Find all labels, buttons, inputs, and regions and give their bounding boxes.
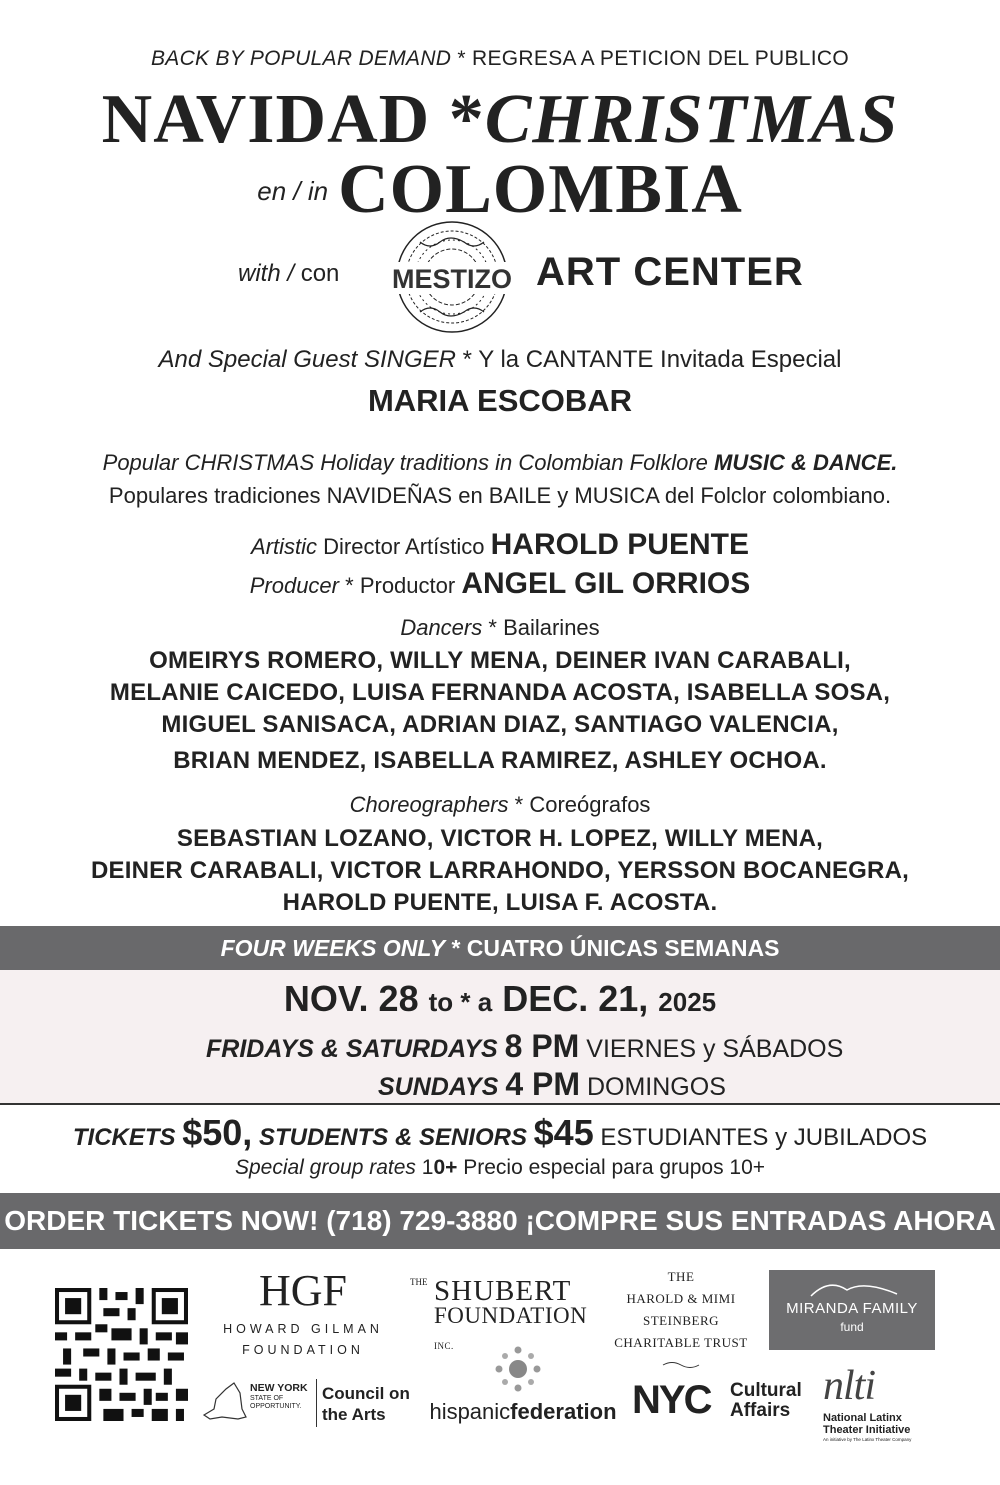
nysca-state-of: STATE OF <box>250 1395 284 1402</box>
run-banner-separator: * <box>451 935 461 961</box>
producer-line <box>0 567 1000 601</box>
producer-separator: * <box>345 573 354 598</box>
guest-name: MARIA ESCOBAR <box>367 383 633 418</box>
mestizo-logo-text: MESTIZO <box>392 264 512 294</box>
hispanic-federation-dots-icon <box>488 1344 548 1394</box>
director-name: HAROLD PUENTE <box>490 528 749 561</box>
choreographers-label-es: Coreógrafos <box>529 792 651 817</box>
director-label-es: Director Artístico <box>323 534 485 559</box>
dancers-label-es: Bailarines <box>503 615 600 640</box>
steinberg-line: CHARITABLE TRUST <box>614 1335 748 1350</box>
company-name: ART CENTER <box>536 250 804 294</box>
steinberg-line: HAROLD & MIMI <box>626 1291 736 1306</box>
run-banner <box>0 926 1000 970</box>
title-christmas: CHRISTMAS <box>484 81 899 158</box>
fri-sat-en: FRIDAYS & SATURDAYS <box>206 1035 498 1063</box>
ticket-prices <box>0 1112 1000 1154</box>
nysca-ny: NEW YORK <box>250 1382 308 1394</box>
with-con <box>238 260 339 288</box>
guest-line-en: And Special Guest SINGER <box>158 346 456 373</box>
gilman-monogram: HGF <box>258 1266 348 1315</box>
run-dates <box>0 978 1000 1020</box>
dancers-label-en: Dancers <box>400 615 483 640</box>
steinberg-trust-logo <box>606 1266 756 1376</box>
tagline-separator: * <box>457 47 466 70</box>
with-es: con <box>300 260 340 287</box>
ticket-price: $50, <box>182 1112 253 1153</box>
choreographers-heading <box>0 792 1000 818</box>
hispanic-federation-name <box>418 1399 628 1425</box>
sunday-schedule <box>378 1066 726 1103</box>
nysca-council-line-2: the Arts <box>322 1405 386 1424</box>
group-rates-en: Special group rates <box>234 1156 416 1179</box>
dancers-line: MIGUEL SANISACA, ADRIAN DIAZ, SANTIAGO VALENCIA, <box>161 711 839 738</box>
tagline <box>0 47 1000 71</box>
company-row <box>0 220 1000 335</box>
nyc-affairs: Affairs <box>730 1400 791 1421</box>
shubert-the: THE <box>410 1277 428 1287</box>
miranda-fund: fund <box>840 1320 864 1334</box>
group-rates <box>0 1156 1000 1180</box>
guest-line <box>0 346 1000 374</box>
shubert-inc: INC. <box>434 1341 454 1351</box>
choreographers-line: SEBASTIAN LOZANO, VICTOR H. LOPEZ, WILLY MENA, <box>176 825 824 852</box>
director-label-en: Artistic <box>251 534 318 559</box>
run-banner-en: FOUR WEEKS ONLY <box>220 935 446 961</box>
nysca-logo <box>200 1375 420 1435</box>
dancers-line: BRIAN MENDEZ, ISABELLA RAMIREZ, ASHLEY OCHOA. <box>173 747 827 774</box>
sunday-en: SUNDAYS <box>378 1073 499 1101</box>
students-es: ESTUDIANTES y JUBILADOS <box>600 1124 928 1151</box>
nyc-cultural-affairs-logo <box>632 1380 812 1425</box>
steinberg-line: THE <box>667 1269 695 1284</box>
description-en-lead: Popular CHRISTMAS Holiday traditions in Colombian Folklore <box>102 450 708 475</box>
title-colombia: COLOMBIA <box>338 151 743 228</box>
group-rates-es: Precio especial para grupos 10+ <box>463 1156 766 1179</box>
miranda-family-fund-logo <box>769 1270 935 1350</box>
producer-label-es: Productor <box>359 573 456 598</box>
miranda-name: MIRANDA FAMILY <box>786 1300 918 1317</box>
sunday-time: 4 PM <box>505 1066 581 1102</box>
shubert-line-1: SHUBERT <box>434 1275 572 1307</box>
nysca-opportunity: OPPORTUNITY. <box>250 1403 302 1410</box>
date-start: NOV. 28 <box>283 978 419 1019</box>
nysca-council <box>322 1383 410 1425</box>
dancers-line: OMEIRYS ROMERO, WILLY MENA, DEINER IVAN CARABALI, <box>149 647 851 674</box>
title-en-in: en / in <box>257 176 329 206</box>
tagline-es: REGRESA A PETICION DEL PUBLICO <box>472 47 850 70</box>
date-to: to * a <box>428 987 493 1017</box>
nlti-mark: nlti <box>823 1363 876 1409</box>
schedule-block <box>0 970 1000 1103</box>
choreographers-line: HAROLD PUENTE, LUISA F. ACOSTA. <box>282 889 718 916</box>
student-price: $45 <box>533 1112 594 1153</box>
fri-sat-schedule <box>206 1028 843 1065</box>
group-rates-num-bold: 0+ <box>433 1156 458 1179</box>
producer-name: ANGEL GIL ORRIOS <box>461 567 751 600</box>
nlti-name <box>823 1412 910 1436</box>
description-es: Populares tradiciones NAVIDEÑAS en BAILE y MUSICA del Folclor colombiano. <box>108 483 892 508</box>
nlti-name-line-2: Theater Initiative <box>823 1424 911 1436</box>
group-rates-num <box>422 1156 458 1179</box>
nyc-cultural: Cultural <box>730 1380 802 1401</box>
choreographers-line: DEINER CARABALI, VICTOR LARRAHONDO, YERSSON BOCANEGRA, <box>91 857 909 884</box>
mountain-icon <box>809 1276 899 1298</box>
order-banner[interactable]: ORDER TICKETS NOW! (718) 729-3880 ¡COMPRE SUS ENTRADAS AHORA <box>0 1193 1000 1249</box>
description-en-bold: MUSIC & DANCE. <box>714 450 898 475</box>
dancers-list <box>0 645 1000 777</box>
producer-label-en: Producer <box>249 573 339 598</box>
date-end: DEC. 21, <box>502 978 649 1019</box>
description-en <box>0 450 1000 476</box>
nyc-cultural-affairs <box>730 1381 802 1421</box>
choreographers-separator: * <box>514 792 524 817</box>
gilman-line-1: HOWARD GILMAN <box>223 1322 383 1336</box>
tickets-label: TICKETS <box>72 1124 176 1151</box>
mestizo-logo <box>380 220 525 335</box>
sunday-es: DOMINGOS <box>586 1073 726 1101</box>
howard-gilman-logo <box>218 1263 388 1361</box>
title-line-1 <box>0 80 1000 160</box>
divider <box>0 1103 1000 1105</box>
steinberg-line: STEINBERG <box>643 1313 719 1328</box>
federation-word: federation <box>510 1399 617 1424</box>
nysca-divider <box>316 1379 317 1427</box>
students-label: STUDENTS & SENIORS <box>258 1124 527 1151</box>
gilman-line-2: FOUNDATION <box>242 1343 364 1357</box>
shubert-foundation: FOUNDATION <box>434 1303 588 1328</box>
nyc-logo-text: NYC <box>632 1378 711 1422</box>
group-rates-num-1: 1 <box>421 1156 434 1179</box>
steinberg-flourish-icon <box>661 1361 701 1369</box>
qr-code[interactable] <box>55 1288 188 1421</box>
tagline-en: BACK BY POPULAR DEMAND <box>150 47 452 70</box>
nlti-subtitle: An initiative by The Latinx Theater Company <box>823 1437 912 1442</box>
dancers-heading <box>0 615 1000 641</box>
choreographers-label-en: Choreographers <box>349 792 509 817</box>
guest-separator: * <box>462 346 472 373</box>
with-en: with / <box>238 260 295 287</box>
nysca-state <box>250 1395 301 1411</box>
run-banner-es: CUATRO ÚNICAS SEMANAS <box>466 935 780 961</box>
dancers-line: MELANIE CAICEDO, LUISA FERNANDA ACOSTA, ISABELLA SOSA, <box>109 679 891 706</box>
dancers-separator: * <box>488 615 497 640</box>
nlti-name-line-1: National Latinx <box>823 1412 902 1424</box>
new-york-state-icon <box>200 1379 248 1425</box>
nysca-council-line-1: Council on <box>322 1384 410 1403</box>
fri-sat-es: VIERNES y SÁBADOS <box>586 1035 844 1063</box>
title-separator: * <box>448 81 485 158</box>
hispanic-word: hispanic <box>429 1399 511 1424</box>
title-line-2 <box>0 150 1000 230</box>
director-line <box>0 528 1000 562</box>
choreographers-list <box>0 823 1000 919</box>
fri-sat-time: 8 PM <box>504 1028 580 1064</box>
date-year: 2025 <box>658 987 717 1017</box>
nlti-logo <box>815 1362 965 1452</box>
guest-line-es: Y la CANTANTE Invitada Especial <box>478 346 842 373</box>
title-navidad: NAVIDAD <box>101 81 431 158</box>
